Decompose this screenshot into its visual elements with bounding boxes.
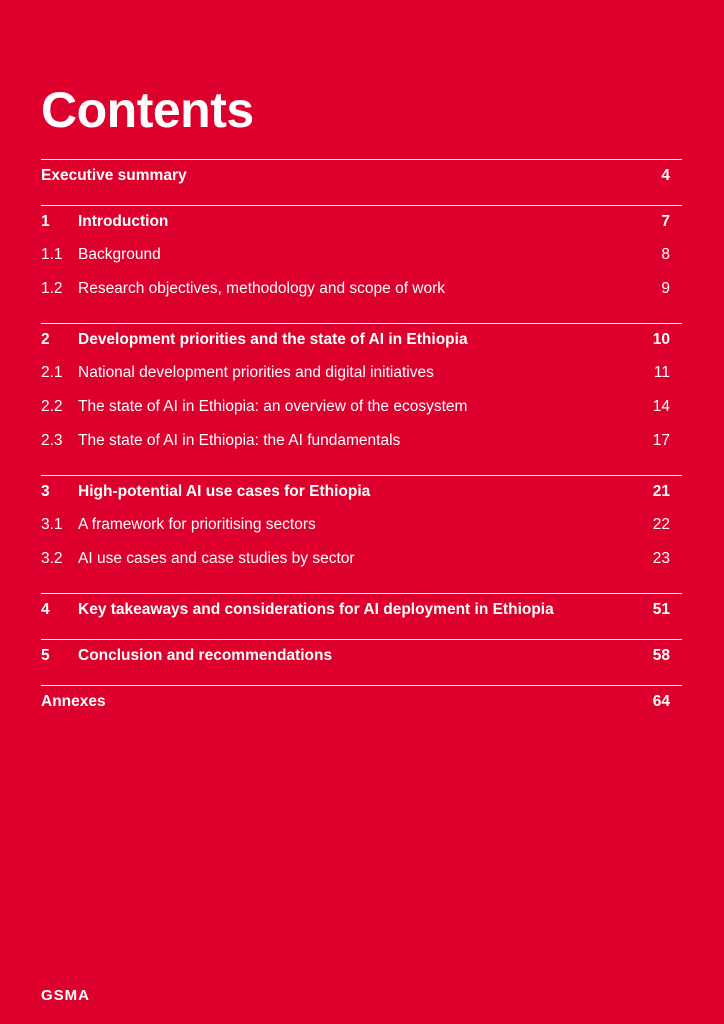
toc-entry-2[interactable] <box>41 328 682 361</box>
toc-entry-1-2[interactable] <box>41 277 682 311</box>
toc-entry-1[interactable] <box>41 210 682 243</box>
toc-entry-number: 1.2 <box>41 280 63 297</box>
toc-entry-page: 64 <box>652 693 670 710</box>
toc-entry-2-1[interactable] <box>41 361 682 395</box>
toc-section-3 <box>41 475 682 593</box>
toc-entry-page: 17 <box>652 432 670 449</box>
toc-entry-number: 2.1 <box>41 364 63 381</box>
toc-entry-label: The state of AI in Ethiopia: the AI fundamentals <box>78 432 401 449</box>
toc-entry-number: 1 <box>41 213 50 230</box>
toc-entry-number: 3.1 <box>41 516 63 533</box>
toc-entry-page: 23 <box>652 550 670 567</box>
toc-entry-label: National development priorities and digital initiatives <box>78 364 434 381</box>
toc-entry-label: Research objectives, methodology and scope of work <box>78 280 446 297</box>
toc-entry-page: 22 <box>652 516 670 533</box>
toc-entry-3[interactable] <box>41 480 682 513</box>
toc-entry-page: 14 <box>652 398 670 415</box>
toc-entry-label: Development priorities and the state of AI in Ethiopia <box>78 331 468 348</box>
toc-entry-page: 4 <box>661 167 670 184</box>
toc-entry-label: Key takeaways and considerations for AI deployment in Ethiopia <box>78 601 554 618</box>
toc-entry-page: 8 <box>661 246 670 263</box>
toc-section-4 <box>41 593 682 639</box>
toc-section-annexes <box>41 685 682 731</box>
toc-entry-2-3[interactable] <box>41 429 682 463</box>
toc-entry-page: 11 <box>653 364 670 381</box>
toc-entry-4[interactable] <box>41 598 682 631</box>
page-title: Contents <box>41 82 254 138</box>
toc-section-2 <box>41 323 682 475</box>
toc-entry-label: AI use cases and case studies by sector <box>78 550 355 567</box>
toc-entry-1-1[interactable] <box>41 243 682 277</box>
toc-entry-5[interactable] <box>41 644 682 677</box>
gsma-logo: GSMA <box>41 987 90 1004</box>
toc-entry-label: High-potential AI use cases for Ethiopia <box>78 483 371 500</box>
toc-entry-number: 2 <box>41 331 50 348</box>
table-of-contents <box>41 159 682 731</box>
toc-entry-label: Annexes <box>41 693 106 710</box>
toc-section-5 <box>41 639 682 685</box>
toc-entry-label: The state of AI in Ethiopia: an overview of the ecosystem <box>78 398 468 415</box>
toc-entry-number: 3.2 <box>41 550 63 567</box>
toc-entry-number: 1.1 <box>41 246 63 263</box>
toc-entry-number: 4 <box>41 601 50 618</box>
toc-entry-number: 3 <box>41 483 50 500</box>
toc-entry-3-2[interactable] <box>41 547 682 581</box>
toc-entry-3-1[interactable] <box>41 513 682 547</box>
toc-entry-page: 10 <box>652 331 670 348</box>
toc-entry-label: Introduction <box>78 213 169 230</box>
toc-entry-label: Background <box>78 246 161 263</box>
toc-entry-2-2[interactable] <box>41 395 682 429</box>
toc-entry-label: Executive summary <box>41 167 187 184</box>
toc-entry-number: 2.3 <box>41 432 63 449</box>
toc-entry-page: 21 <box>652 483 670 500</box>
toc-entry-annexes[interactable] <box>41 690 682 723</box>
toc-entry-number: 5 <box>41 647 50 664</box>
toc-entry-page: 51 <box>652 601 670 618</box>
toc-entry-page: 58 <box>652 647 670 664</box>
toc-entry-label: A framework for prioritising sectors <box>78 516 316 533</box>
toc-entry-executive-summary[interactable] <box>41 164 682 197</box>
toc-entry-page: 7 <box>661 213 670 230</box>
toc-entry-page: 9 <box>661 280 670 297</box>
toc-section-executive-summary <box>41 159 682 205</box>
toc-entry-label: Conclusion and recommendations <box>78 647 333 664</box>
toc-entry-number: 2.2 <box>41 398 63 415</box>
toc-section-1 <box>41 205 682 323</box>
